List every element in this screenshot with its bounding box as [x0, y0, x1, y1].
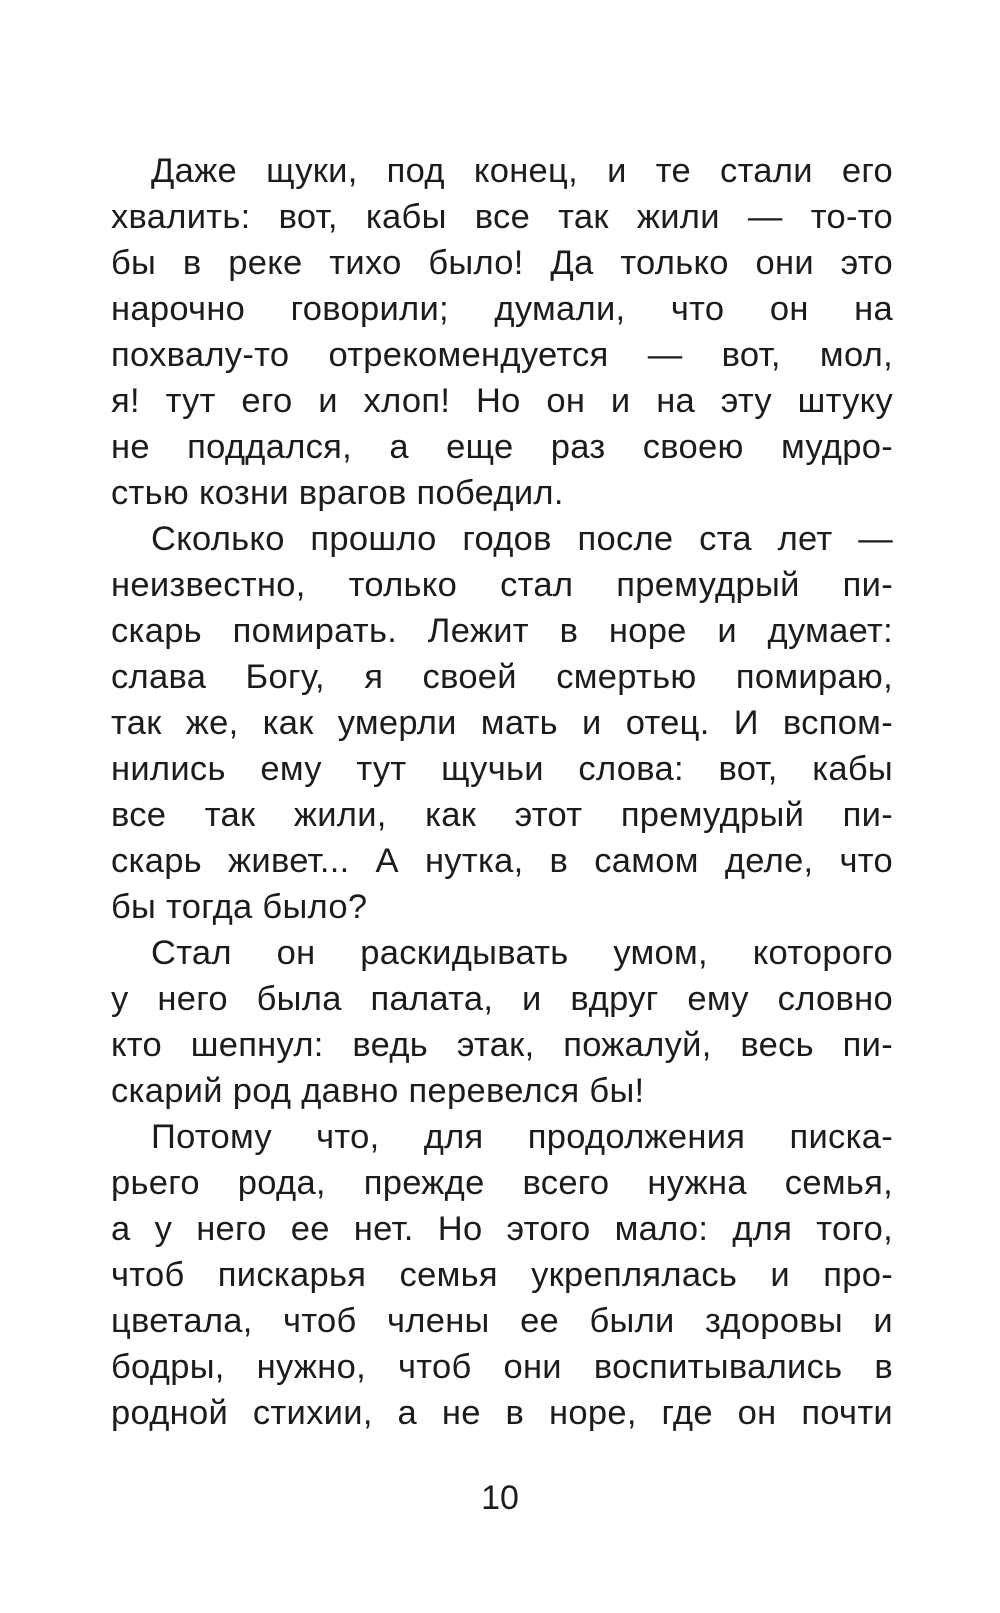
text-line: скарь живет... А нутка, в самом деле, что — [111, 842, 893, 880]
text-line: бы в реке тихо было! Да только они это — [111, 244, 893, 282]
text-line: нарочно говорили; думали, что он на — [111, 290, 893, 328]
text-line: родной стихии, а не в норе, где он почти — [111, 1394, 893, 1432]
text-line: а у него ее нет. Но этого мало: для того, — [111, 1210, 893, 1248]
text-line: стью козни врагов победил. — [111, 474, 564, 512]
paragraph-2 — [111, 516, 893, 930]
text-line: так же, как умерли мать и отец. И вспом- — [111, 704, 893, 742]
text-line: нились ему тут щучьи слова: вот, кабы — [111, 750, 893, 788]
paragraph-3 — [111, 930, 893, 1114]
text-line: похвалу-то отрекомендуется — вот, мол, — [111, 336, 893, 374]
text-line: все так жили, как этот премудрый пи- — [111, 796, 893, 834]
text-line: Даже щуки, под конец, и те стали его — [151, 152, 893, 190]
paragraph-4 — [111, 1114, 893, 1436]
paragraph-1 — [111, 148, 893, 516]
text-line: рьего рода, прежде всего нужна семья, — [111, 1164, 893, 1202]
text-line: кто шепнул: ведь этак, пожалуй, весь пи- — [111, 1026, 893, 1064]
text-line: слава Богу, я своей смертью помираю, — [111, 658, 893, 696]
text-line: бы тогда было? — [111, 888, 368, 926]
text-line: скарь помирать. Лежит в норе и думает: — [111, 612, 893, 650]
page-number: 10 — [481, 1479, 519, 1517]
text-line: хвалить: вот, кабы все так жили — то-то — [111, 198, 893, 236]
body-text — [111, 148, 893, 1436]
text-line: неизвестно, только стал премудрый пи- — [111, 566, 893, 604]
text-line: у него была палата, и вдруг ему словно — [111, 980, 893, 1018]
text-line: цветала, чтоб члены ее были здоровы и — [111, 1302, 893, 1340]
text-line: Потому что, для продолжения писка- — [151, 1118, 893, 1156]
text-line: не поддался, а еще раз своею мудро- — [111, 428, 893, 466]
text-line: Сколько прошло годов после ста лет — — [151, 520, 893, 558]
text-line: бодры, нужно, чтоб они воспитывались в — [111, 1348, 893, 1386]
text-line: чтоб пискарья семья укреплялась и про- — [111, 1256, 893, 1294]
text-line: Стал он раскидывать умом, которого — [151, 934, 893, 972]
text-line: скарий род давно перевелся бы! — [111, 1072, 645, 1110]
text-line: я! тут его и хлоп! Но он и на эту штуку — [111, 382, 893, 420]
